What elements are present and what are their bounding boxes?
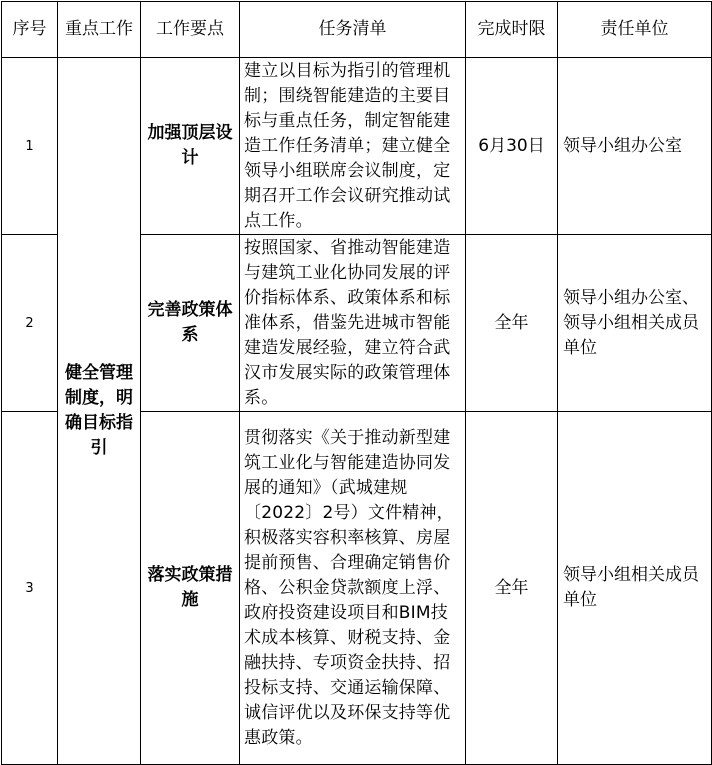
work-point-cell <box>141 58 240 235</box>
row-seq: 3 <box>2 412 58 765</box>
work-point-text: 完善政策体系 <box>147 300 233 345</box>
work-point-text: 落实政策措施 <box>147 565 233 610</box>
table-row <box>2 58 712 235</box>
responsible-unit-text: 领导小组办公室、领导小组相关成员单位 <box>563 287 699 358</box>
task-cell <box>240 412 466 765</box>
header-task-list: 任务清单 <box>240 2 466 58</box>
task-table <box>1 1 712 765</box>
task-cell <box>240 58 466 235</box>
focus-work-text: 健全管理制度，明确目标指引 <box>65 363 133 458</box>
deadline-cell: 全年 <box>466 412 558 765</box>
work-point-cell <box>141 235 240 412</box>
responsible-unit-text: 领导小组办公室 <box>563 135 682 156</box>
deadline-cell: 6月30日 <box>466 58 558 235</box>
work-point-text: 加强顶层设计 <box>147 123 233 168</box>
task-text: 按照国家、省推动智能建造与建筑工业化协同发展的评价指标体系、政策体系和标准体系，借鉴先进城市智能建造发展经验，建立符合武汉市发展实际的政策管理体系。 <box>244 238 451 408</box>
row-seq: 1 <box>2 58 58 235</box>
header-work-point: 工作要点 <box>141 2 240 58</box>
task-text: 贯彻落实《关于推动新型建筑工业化与智能建造协同发展的通知》（武城建规〔2022〕2号）文件精神，积极落实容积率核算、房屋提前预售、合理确定销售价格、公积金贷款额度上浮、政府投资建设项目和BIM技术成本核算、财税支持、金融扶持、专项资金扶持、招投标支持、交通运输保障、诚信评优以及环保支持等优惠政策。 <box>244 428 454 748</box>
responsible-unit-cell <box>558 58 712 235</box>
header-row <box>2 2 712 58</box>
focus-work-cell <box>58 58 141 765</box>
work-point-cell <box>141 412 240 765</box>
task-text: 建立以目标为指引的管理机制；围绕智能建造的主要目标与重点任务，制定智能建造工作任务清单；建立健全领导小组联席会议制度，定期召开工作会议研究推动试点工作。 <box>244 61 451 231</box>
responsible-unit-cell <box>558 235 712 412</box>
responsible-unit-cell <box>558 412 712 765</box>
header-responsible-unit: 责任单位 <box>558 2 712 58</box>
responsible-unit-text: 领导小组相关成员单位 <box>563 565 699 610</box>
task-cell <box>240 235 466 412</box>
header-focus-work: 重点工作 <box>58 2 141 58</box>
row-seq: 2 <box>2 235 58 412</box>
deadline-cell: 全年 <box>466 235 558 412</box>
header-seq: 序号 <box>2 2 58 58</box>
header-deadline: 完成时限 <box>466 2 558 58</box>
